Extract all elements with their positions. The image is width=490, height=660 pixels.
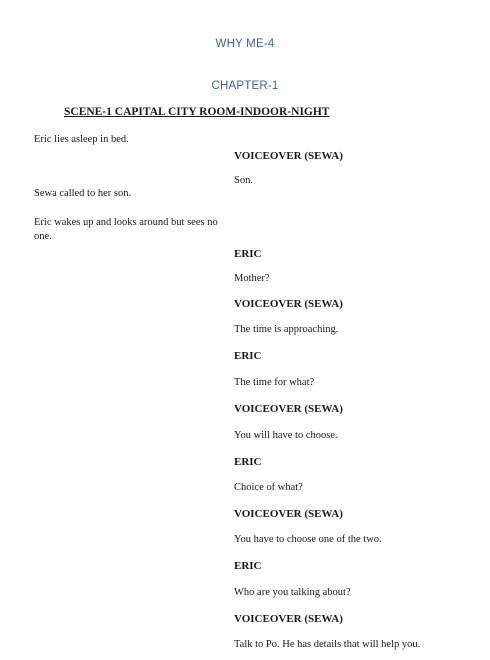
- dialogue-line: You will have to choose.: [234, 430, 338, 441]
- scene-heading: SCENE-1 CAPITAL CITY ROOM-INDOOR-NIGHT: [64, 106, 330, 118]
- dialogue-line: The time for what?: [234, 377, 315, 388]
- action-line-1: Eric lies asleep in bed.: [34, 134, 129, 145]
- dialogue-line: Talk to Po. He has details that will help you.: [234, 639, 421, 650]
- dialogue-line: Who are you talking about?: [234, 587, 351, 598]
- dialogue-line: Mother?: [234, 273, 270, 284]
- dialogue-line: Son.: [234, 175, 253, 186]
- character-name: VOICEOVER (SEWA): [234, 150, 343, 162]
- dialogue-line: You have to choose one of the two.: [234, 534, 382, 545]
- character-name: ERIC: [234, 560, 262, 572]
- document-title: WHY ME-4: [215, 38, 275, 50]
- action-line-3: Eric wakes up and looks around but sees no one.: [34, 217, 218, 242]
- character-name: VOICEOVER (SEWA): [234, 403, 343, 415]
- character-name: VOICEOVER (SEWA): [234, 508, 343, 520]
- character-name: ERIC: [234, 350, 262, 362]
- dialogue-line: The time is approaching.: [234, 324, 339, 335]
- character-name: VOICEOVER (SEWA): [234, 298, 343, 310]
- dialogue-line: Choice of what?: [234, 482, 303, 493]
- character-name: VOICEOVER (SEWA): [234, 613, 343, 625]
- action-line-2: Sewa called to her son.: [34, 188, 132, 199]
- character-name: ERIC: [234, 248, 262, 260]
- chapter-heading: CHAPTER-1: [211, 80, 279, 92]
- character-name: ERIC: [234, 456, 262, 468]
